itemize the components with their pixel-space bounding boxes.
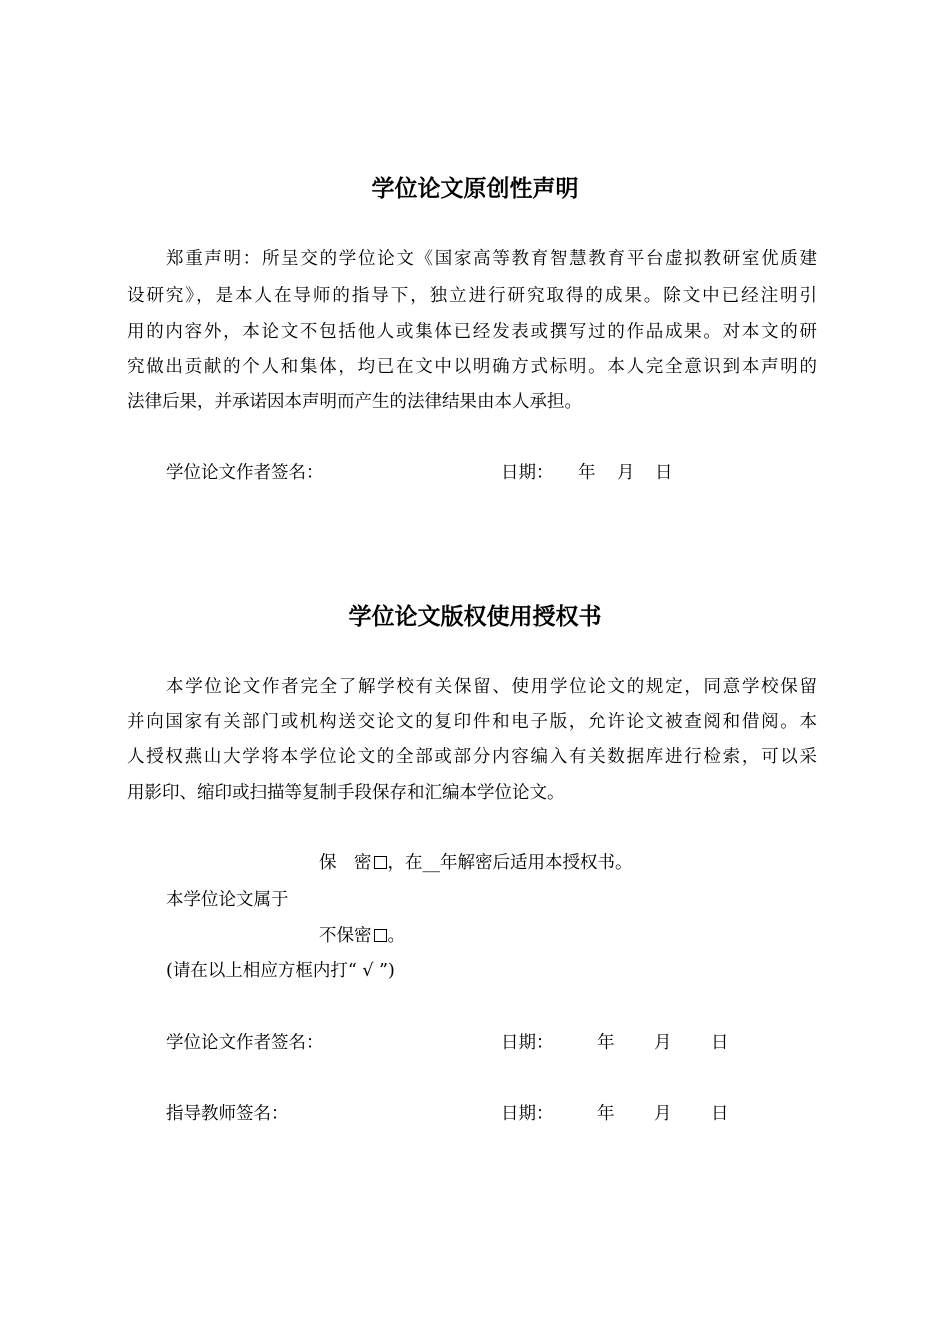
nonsecret-label: 不保密 <box>319 926 372 946</box>
declaration-line: 法律后果，并承诺因本声明而产生的法律结果由本人承担。 <box>127 392 582 412</box>
authorization-author-day-label: 日 <box>711 1033 729 1053</box>
authorization-author-month-label: 月 <box>654 1033 672 1053</box>
authorization-author-signature-label: 学位论文作者签名： <box>166 1033 324 1053</box>
declaration-date-label: 日期： <box>501 463 554 483</box>
declaration-line: 究做出贡献的个人和集体，均已在文中以明确方式标明。本人完全意识到本声明的 <box>127 357 817 377</box>
nonsecret-suffix: 。 <box>387 926 405 946</box>
authorization-line: 并向国家有关部门或机构送交论文的复印件和电子版，允许论文被查阅和借阅。本 <box>127 712 817 732</box>
authorization-line: 本学位论文作者完全了解学校有关保留、使用学位论文的规定，同意学校保留 <box>166 677 817 697</box>
authorization-author-date-label: 日期： <box>501 1033 554 1053</box>
advisor-signature-label: 指导教师签名： <box>166 1104 289 1124</box>
authorization-author-year-label: 年 <box>597 1033 615 1053</box>
declaration-day-label: 日 <box>655 463 673 483</box>
declaration-month-label: 月 <box>617 463 635 483</box>
declaration-title: 学位论文原创性声明 <box>371 176 579 202</box>
secret-suffix: ，在__年解密后适用本授权书。 <box>387 853 633 873</box>
belongs-label: 本学位论文属于 <box>166 890 289 910</box>
nonsecret-checkbox[interactable] <box>374 929 387 942</box>
advisor-year-label: 年 <box>597 1104 615 1124</box>
secret-checkbox[interactable] <box>374 856 387 869</box>
secret-label: 保 密 <box>319 853 372 873</box>
secret-option <box>319 849 633 874</box>
authorization-line: 人授权燕山大学将本学位论文的全部或部分内容编入有关数据库进行检索，可以采 <box>127 747 817 767</box>
checkbox-instruction: (请在以上相应方框内打“ √ ”) <box>166 961 395 981</box>
authorization-line: 用影印、缩印或扫描等复制手段保存和汇编本学位论文。 <box>127 783 565 803</box>
declaration-author-signature-label: 学位论文作者签名： <box>166 463 324 483</box>
advisor-month-label: 月 <box>654 1104 672 1124</box>
advisor-day-label: 日 <box>711 1104 729 1124</box>
declaration-line: 用的内容外，本论文不包括他人或集体已经发表或撰写过的作品成果。对本文的研 <box>127 322 817 342</box>
declaration-line: 设研究》，是本人在导师的指导下，独立进行研究取得的成果。除文中已经注明引 <box>127 286 817 306</box>
advisor-date-label: 日期： <box>501 1104 554 1124</box>
declaration-line: 郑重声明：所呈交的学位论文《国家高等教育智慧教育平台虚拟教研室优质建 <box>166 249 817 269</box>
nonsecret-option <box>319 922 405 947</box>
authorization-title: 学位论文版权使用授权书 <box>348 604 602 630</box>
declaration-year-label: 年 <box>578 463 596 483</box>
